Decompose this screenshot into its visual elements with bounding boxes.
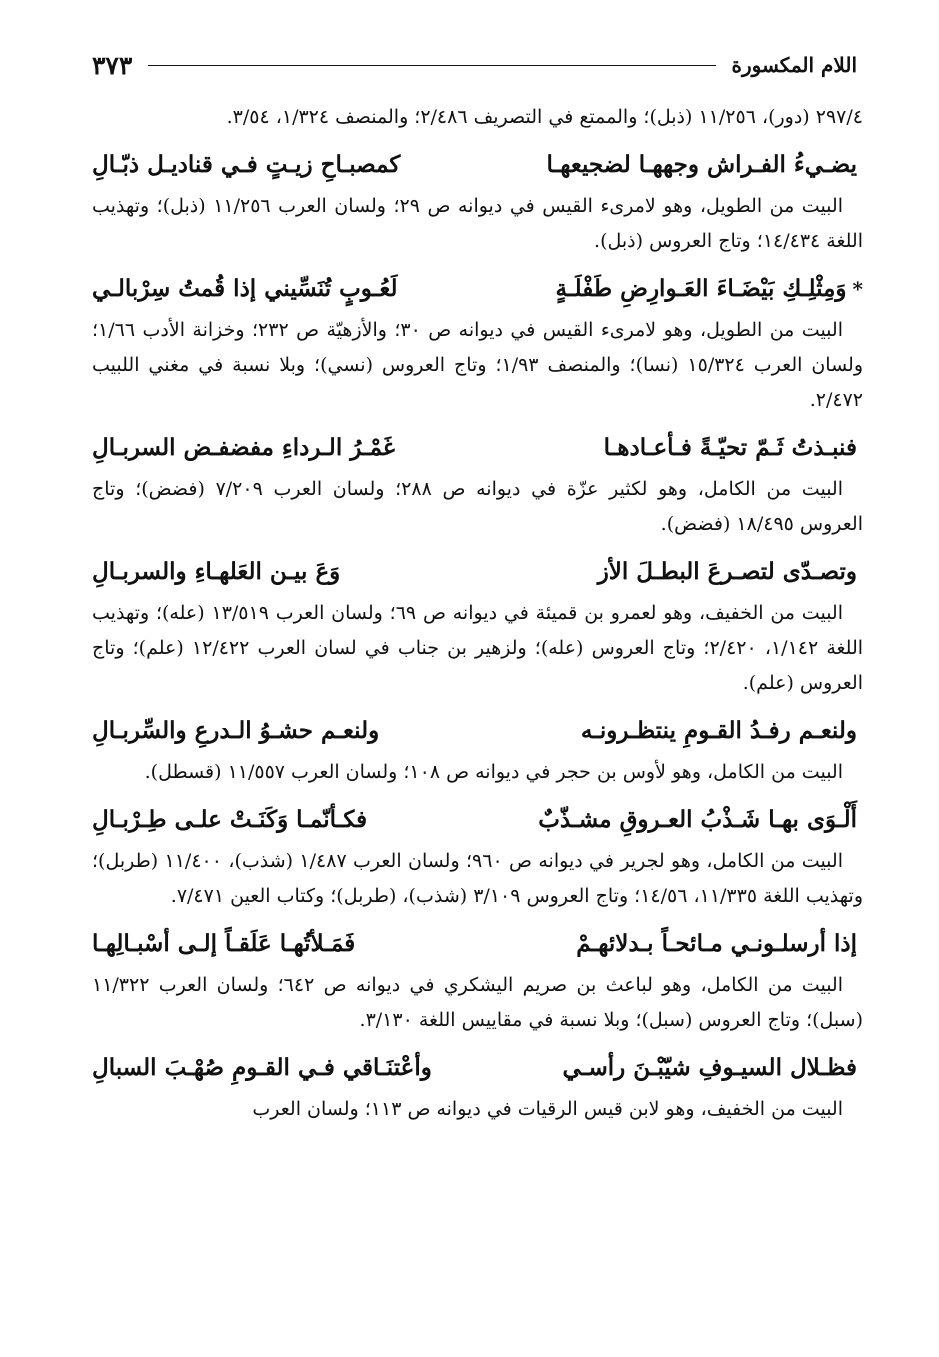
verse-line — [92, 707, 863, 755]
verse-source-note: البيت من الكامل، وهو لكثير عزّة في ديوانه ص ٢٨٨؛ ولسان العرب ٧/٢٠٩ (فضض)؛ وتاج العروس ١٨/٤٩٥ (فضض). — [92, 478, 863, 535]
verse-first-hemistich — [576, 920, 863, 968]
verse-second-hemistich: ولنعـم حشـوُ الـدرعِ والسِّربـالِ — [92, 717, 380, 744]
running-header — [92, 44, 857, 86]
verse-first-text: فنبـذتُ ثَـمّ تحيّـةً فـأعـادهـا — [603, 434, 857, 461]
verse-first-hemistich — [547, 141, 863, 189]
section-title: اللام المكسورة — [731, 53, 857, 77]
verse-source-note: البيت من الطويل، وهو لامرىء القيس في ديوانه ص ٢٩؛ ولسان العرب ١١/٢٥٦ (ذبل)؛ وتهذيب اللغة ١٤/٤٣٤؛ وتاج العروس (ذبل). — [92, 195, 863, 252]
verse-first-text: يضـيءُ الفـراش وجههـا لضجيعهـا — [546, 151, 857, 178]
verse-source-note: البيت من الخفيف، وهو لابن قيس الرقيات في ديوانه ص ١١٣؛ ولسان العرب — [252, 1098, 843, 1120]
verse-source-note: البيت من الكامل، وهو لجرير في ديوانه ص ٩٦٠؛ ولسان العرب ١/٤٨٧ (شذب)، ١١/٤٠٠ (طربل)؛ وتهذيب اللغة ١١/٣٣٥، ١٤/٥٦؛ وتاج العروس ٣/١٠٩ (شذب)، (طربل)؛ وكتاب العين ٧/٤٧١. — [92, 850, 863, 907]
continuation-note: ٢٩٧/٤ (دور)، ١١/٢٥٦ (ذبل)؛ والممتع في التصريف ٢/٤٨٦؛ والمنصف ١/٣٢٤، ٣/٥٤. — [226, 106, 863, 128]
verse-first-hemistich — [581, 707, 863, 755]
verse-second-hemistich: وأعْتنَـاقي فـي القـومِ صُهْـبَ السبالِ — [92, 1054, 432, 1081]
verse-second-hemistich: لَعُـوبٍ تُنَسِّيني إذا قُمتُ سِرْبالـي — [92, 275, 398, 302]
page-body — [92, 100, 863, 1131]
verse-source-note: البيت من الكامل، وهو لأوس بن حجر في ديوانه ص ١٠٨؛ ولسان العرب ١١/٥٥٧ (قسطل). — [144, 761, 843, 783]
header-rule — [148, 65, 715, 66]
verse-line — [92, 796, 863, 844]
verse-second-hemistich: وَعَ بيـن العَلهـاءِ والسربـالِ — [92, 558, 341, 585]
verse-line — [92, 1044, 863, 1092]
verse-first-hemistich — [538, 796, 863, 844]
verse-source-note: البيت من الخفيف، وهو لعمرو بن قميئة في ديوانه ص ٦٩؛ ولسان العرب ١٣/٥١٩ (عله)؛ وتهذيب اللغة ١/١٤٢، ٢/٤٢٠؛ وتاج العروس (عله)؛ ولزهير بن جناب في لسان العرب ١٢/٤٢٢ (علم)؛ وتاج العروس (علم). — [92, 602, 864, 694]
verse-first-hemistich — [556, 265, 863, 313]
verse-line — [92, 424, 863, 472]
verse-first-text: وَمِثْلِـكِ بَيْضَـاءَ العَـوارِضِ طَفْلَـةٍ — [555, 275, 847, 302]
verse-first-text: إذا أرسلـونـي مـائحـاً بـدلائهـمْ — [576, 930, 857, 957]
verse-first-text: ولنعـم رفـدُ القـومِ ينتظـرونـه — [580, 717, 857, 744]
verse-first-text: وتصـدّى لتصـرعَ البطـلَ الأز — [597, 558, 857, 585]
verse-first-text: أَلْـوَى بهـا شَـذْبُ العـروقِ مشـذّبٌ — [538, 806, 857, 833]
verse-second-hemistich: فَمَـلأتُهـا عَلَقـاً إلـى أسْبـالِهـا — [92, 930, 356, 957]
verse-first-hemistich — [598, 548, 863, 596]
verse-source-note: البيت من الكامل، وهو لباعث بن صريم اليشكري في ديوانه ص ٦٤٢؛ ولسان العرب ١١/٣٢٢ (سبل)؛ وتاج العروس (سبل)؛ وبلا نسبة في مقاييس اللغة ٣/١٣٠. — [92, 974, 863, 1031]
verse-second-hemistich: كمصبـاحِ زيـتٍ فـي قناديـل ذبّـالِ — [92, 151, 401, 178]
verse-line — [92, 265, 863, 313]
verse-line — [92, 920, 863, 968]
verse-second-hemistich: غَمْـرُ الـرداءِ مفضفـض السربـالِ — [92, 434, 395, 461]
verse-first-hemistich — [604, 424, 863, 472]
verse-first-text: فظـلال السيـوفِ شيّبْـنَ رأسـي — [562, 1054, 857, 1081]
verse-first-hemistich — [563, 1044, 863, 1092]
verse-line — [92, 141, 863, 189]
verse-marker: * — [852, 277, 863, 301]
verse-source-note: البيت من الطويل، وهو لامرىء القيس في ديوانه ص ٣٠؛ والأزهيّة ص ٢٣٢؛ وخزانة الأدب ١/٦٦؛ ولسان العرب ١٥/٣٢٤ (نسا)؛ والمنصف ١/٩٣؛ وتاج العروس (نسي)؛ وبلا نسبة في مغني اللبيب ٢/٤٧٢. — [92, 319, 864, 411]
verse-line — [92, 548, 863, 596]
page-number: ٣٧٣ — [92, 50, 133, 80]
verse-second-hemistich: فكـأنّمـا وَكَنَـتْ علـى طِـرْبـالِ — [92, 806, 368, 833]
